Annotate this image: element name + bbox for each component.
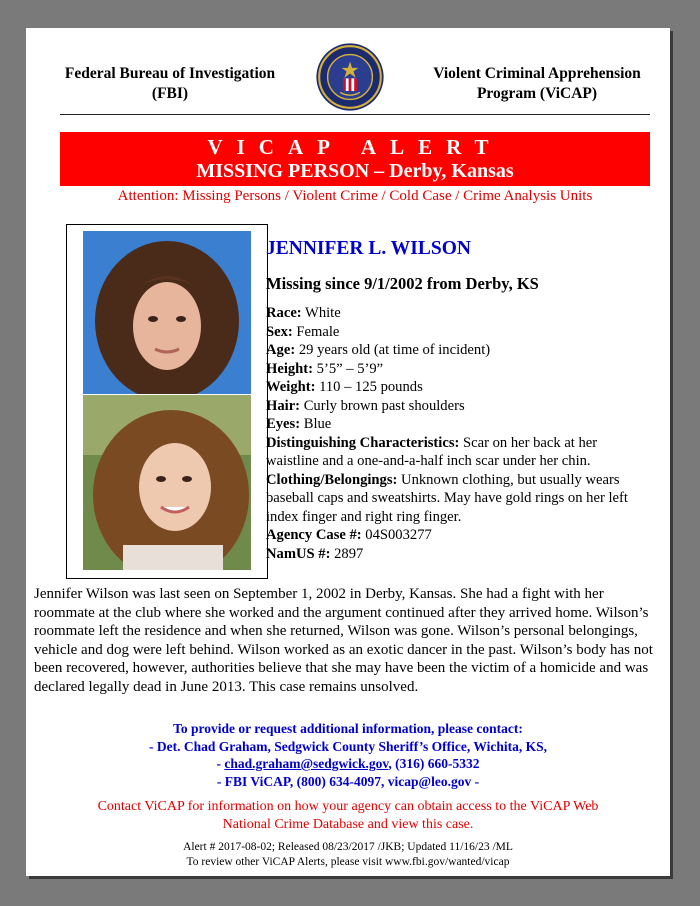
fbi-heading-line2: (FBI) [151,85,189,102]
alert-page [26,28,670,876]
contact-detective: - Det. Chad Graham, Sedgwick County Sheriff’s Office, Wichita, KS, [149,738,547,754]
detail-clothing: Clothing/Belongings: Unknown clothing, but usually wears baseball caps and sweatshirts. May have gold rings on her left index finger and right ring finger. [266,471,628,525]
banner-title: VICAP ALERT [207,135,503,159]
portrait-photo-1 [83,231,251,394]
portrait-photo-2 [83,395,251,570]
detail-hair: Hair: Curly brown past shoulders [266,397,465,414]
detail-sex: Sex: Female [266,323,340,340]
fbi-heading [60,64,280,104]
detail-agency-case: Agency Case #: 04S003277 [266,527,432,543]
alert-banner [60,132,650,186]
detail-age: Age: 29 years old (at time of incident) [266,342,491,358]
contact-email-line: - chad.graham@sedgwick.gov, (316) 660-5332 [216,756,480,771]
fbi-heading-line1: Federal Bureau of Investigation [64,65,276,82]
case-narrative: Jennifer Wilson was last seen on September 1, 2002 in Derby, Kansas. She had a fight with her roommate at the club where she worked and the argument continued after they arrived home. Wilson’s roommate left the residence and when she returned, Wilson was gone. Wilson’s personal belongings, vehicle and dog were left behind. Wilson worked as an exotic dancer in the past. Wilson’s body has not been recovered, however, authorities believe that she may have been the victim of a homicide and was declared legally dead in June 2013. This case remains unsolved. [34,586,653,695]
person-name: JENNIFER L. WILSON [266,238,471,259]
detail-race: Race: White [266,305,341,321]
missing-since: Missing since 9/1/2002 from Derby, KS [266,274,539,293]
header-divider [60,114,650,115]
vicap-heading [422,64,652,104]
footer-visit: To review other ViCAP Alerts, please visit www.fbi.gov/wanted/vicap [186,856,510,868]
access-note: Contact ViCAP for information on how your agency can obtain access to the ViCAP Web National Crime Database and view this case. [97,799,599,832]
contact-intro: To provide or request additional information, please contact: [173,721,523,736]
detail-height: Height: 5’5” – 5’9” [266,360,384,377]
detail-namus: NamUS #: 2897 [266,545,364,562]
photo-frame [66,224,268,579]
vicap-heading-line2: Program (ViCAP) [476,85,598,102]
contact-vicap: - FBI ViCAP, (800) 634-4097, vicap@leo.gov - [216,773,480,789]
footer [26,840,670,870]
footer-alert-info: Alert # 2017-08-02; Released 08/23/2017 /JKB; Updated 11/16/23 /ML [183,841,513,853]
detail-characteristics: Distinguishing Characteristics: Scar on her back at her waistline and a one-and-a-half inch scar under her chin. [266,434,598,469]
banner-subtitle: MISSING PERSON – Derby, Kansas [196,160,514,182]
fbi-seal-icon [315,42,385,112]
vicap-heading-line1: Violent Criminal Apprehension [433,65,641,82]
contact-block [26,720,670,790]
contact-email-link[interactable]: chad.graham@sedgwick.gov [224,756,389,771]
detail-eyes: Eyes: Blue [266,416,332,432]
person-details [266,304,646,563]
attention-line: Attention: Missing Persons / Violent Crime / Cold Case / Crime Analysis Units [117,188,593,204]
detail-weight: Weight: 110 – 125 pounds [266,379,423,395]
